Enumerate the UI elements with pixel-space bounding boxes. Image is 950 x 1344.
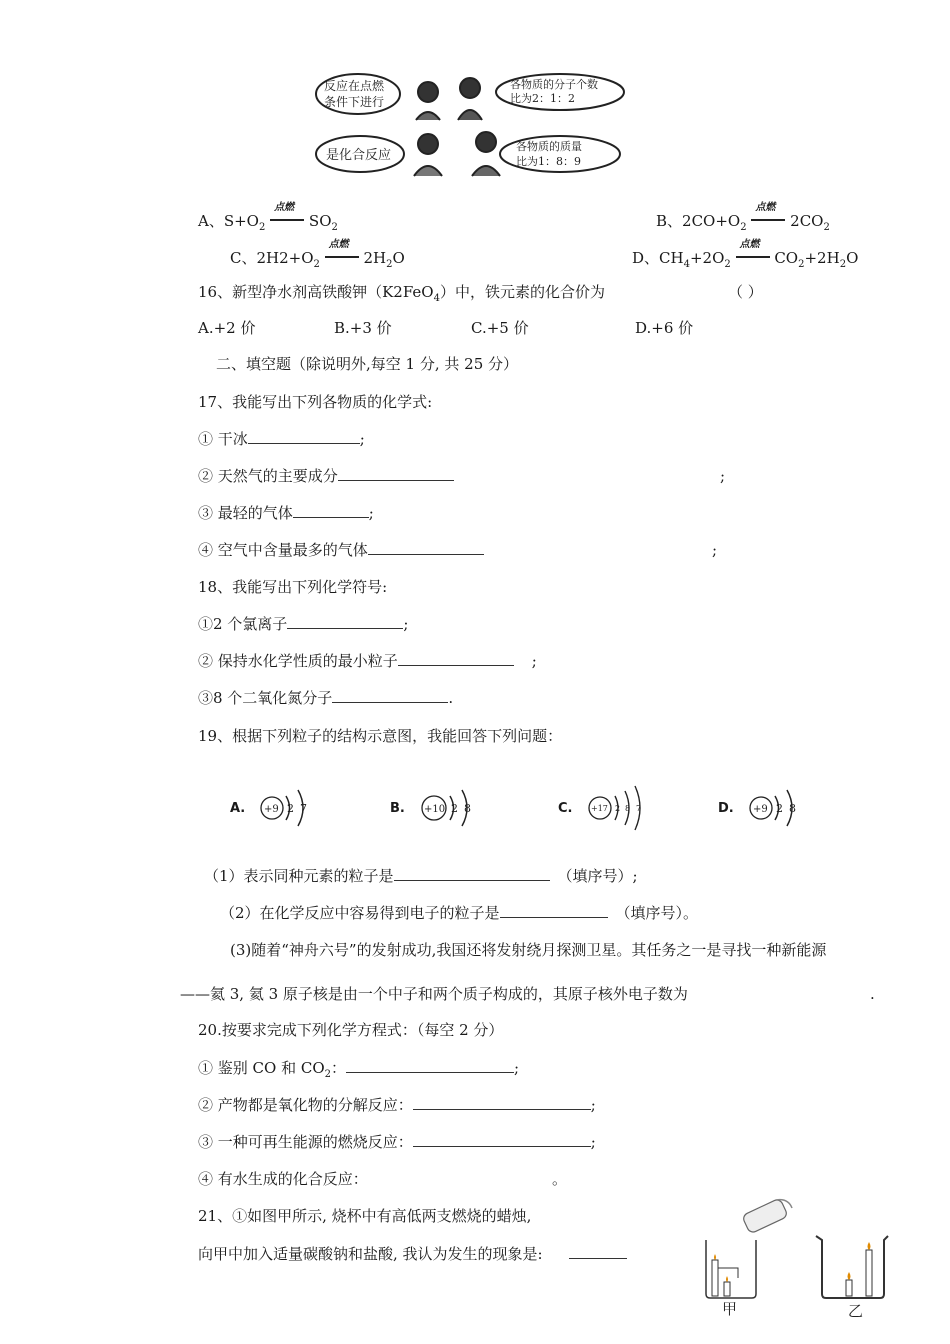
beaker-jia — [706, 1240, 756, 1298]
q16-option-c: C.+5 价 — [471, 319, 529, 337]
atom-diagram-b: B. +10 2 8 — [390, 786, 500, 830]
answer-blank[interactable] — [338, 466, 454, 481]
answer-blank[interactable] — [248, 429, 360, 444]
svg-text:8: 8 — [788, 802, 796, 815]
beaker-yi — [816, 1236, 888, 1298]
q20-item-3: ③ 一种可再生能源的燃烧反应： ; — [198, 1133, 596, 1151]
answer-blank[interactable] — [332, 688, 448, 703]
q17-stem: 17、我能写出下列各物质的化学式: — [198, 393, 433, 411]
bubble-tl-line1: 反应在点燃 — [324, 79, 385, 93]
q20-item-4-end: 。 — [552, 1170, 568, 1188]
svg-text:+10: +10 — [423, 804, 445, 815]
bubble-bl: 是化合反应 — [326, 148, 392, 163]
svg-text:2: 2 — [450, 802, 458, 815]
answer-blank[interactable] — [346, 1058, 514, 1073]
condition-mark: 点燃 — [736, 247, 770, 263]
reaction-cartoon — [310, 70, 630, 182]
q19-part-3-end: . — [870, 985, 875, 1003]
q20-stem: 20.按要求完成下列化学方程式：（每空 2 分） — [198, 1021, 504, 1039]
bubble-tr-line1: 各物质的分子个数 — [510, 78, 598, 91]
q18-item-3: ③8 个二氧化氮分子 . — [198, 689, 454, 707]
answer-blank[interactable] — [394, 866, 550, 881]
q18-item-2: ② 保持水化学性质的最小粒子 ; — [198, 652, 537, 670]
q17-item-2: ② 天然气的主要成分 — [198, 466, 454, 486]
q15-option-d: D、$CH_4+2O_2$ 点燃 $CO_2+2H_2O$ — [632, 239, 859, 270]
beaker-figure — [696, 1196, 896, 1320]
person-bottom-right — [472, 132, 500, 176]
bubble-tl-line2: 条件下进行 — [324, 95, 385, 109]
person-bottom-left — [414, 134, 442, 176]
svg-text:7: 7 — [300, 802, 308, 815]
q18-item-1: ①2 个氯离子 ; — [198, 615, 409, 633]
condition-mark: 点燃 — [325, 247, 359, 263]
svg-text:7: 7 — [636, 804, 642, 813]
q15-option-c: C、$2H2+O_2$ 点燃 $2H_2O$ — [230, 239, 405, 270]
answer-blank[interactable] — [413, 1132, 591, 1147]
q19-part-1: （1）表示同种元素的粒子是 （填序号）; — [204, 867, 638, 885]
answer-blank[interactable] — [569, 1244, 627, 1259]
svg-text:8: 8 — [625, 804, 631, 813]
svg-text:2: 2 — [287, 802, 295, 815]
q17-item-2-semicolon: ; — [720, 467, 726, 485]
label-jia: 甲 — [722, 1300, 738, 1318]
person-top-right — [458, 78, 482, 120]
q16-answer-paren: （ ） — [728, 283, 763, 301]
answer-blank[interactable] — [500, 903, 608, 918]
atom-diagram-c: C. +17 2 8 7 — [558, 784, 677, 832]
condition-mark: 点燃 — [751, 210, 785, 226]
answer-blank[interactable] — [398, 651, 514, 666]
atom-diagram-d: D. +9 2 8 — [718, 786, 819, 830]
svg-text:+9: +9 — [752, 804, 768, 815]
q15-option-a: A、$S+O_2$ 点燃 $SO_2$ — [198, 202, 338, 233]
svg-text:2: 2 — [775, 802, 783, 815]
q19-stem: 19、根据下列粒子的结构示意图，我能回答下列问题： — [198, 727, 563, 745]
bubble-br-line1: 各物质的质量 — [516, 140, 582, 153]
svg-text:+17: +17 — [591, 804, 609, 813]
section-heading: 二、填空题（除说明外,每空 1 分, 共 25 分） — [216, 355, 519, 373]
q19-part-3-line2: ——氦 3, 氦 3 原子核是由一个中子和两个质子构成的，其原子核外电子数为 — [180, 985, 688, 1003]
answer-blank[interactable] — [368, 540, 484, 555]
svg-text:2: 2 — [615, 804, 621, 813]
q17-item-3: ③ 最轻的气体 ; — [198, 504, 374, 522]
q21-line-1: 21、①如图甲所示, 烧杯中有高低两支燃烧的蜡烛, — [198, 1207, 532, 1225]
q18-stem: 18、我能写出下列化学符号: — [198, 578, 388, 596]
q20-item-1: ① 鉴别 CO 和 $CO_2$： ; — [198, 1059, 520, 1080]
svg-text:8: 8 — [463, 802, 471, 815]
person-top-left — [416, 82, 440, 120]
q17-item-1: ① 干冰 ; — [198, 430, 365, 448]
atom-structure-a — [260, 786, 330, 830]
q19-part-3-line1: (3)随着“神舟六号”的发射成功,我国还将发射绕月探测卫星。其任务之一是寻找一种新能源 — [230, 941, 827, 959]
q20-item-4: ④ 有水生成的化合反应： — [198, 1170, 368, 1188]
q20-item-2: ② 产物都是氧化物的分解反应： ; — [198, 1096, 596, 1114]
q21-line-2: 向甲中加入适量碳酸钠和盐酸, 我认为发生的现象是: — [198, 1244, 627, 1264]
answer-blank[interactable] — [413, 1095, 591, 1110]
pouring-bottle-icon — [742, 1198, 792, 1234]
q16-option-a: A.+2 价 — [198, 319, 256, 337]
bubble-tr-line2: 比为2：1：2 — [510, 92, 575, 105]
q19-part-2: （2）在化学反应中容易得到电子的粒子是 （填序号）。 — [220, 904, 699, 922]
q16-stem: 16、新型净水剂高铁酸钾（K2FeO$_4$）中，铁元素的化合价为 — [198, 283, 605, 304]
answer-blank[interactable] — [293, 503, 369, 518]
q16-option-b: B.+3 价 — [334, 319, 392, 337]
answer-blank[interactable] — [287, 614, 403, 629]
q16-option-d: D.+6 价 — [635, 319, 694, 337]
atom-structure-c — [587, 784, 677, 832]
q15-option-b: B、$2CO+O_2$ 点燃 $2CO_2$ — [656, 202, 830, 233]
atom-diagram-a: A. +9 2 7 — [230, 786, 330, 830]
q17-item-4-semicolon: ; — [712, 541, 718, 559]
atom-structure-d — [749, 786, 819, 830]
label-yi: 乙 — [848, 1302, 864, 1320]
svg-text:+9: +9 — [264, 804, 279, 815]
q17-item-4: ④ 空气中含量最多的气体 — [198, 540, 484, 560]
condition-mark: 点燃 — [270, 210, 304, 226]
bubble-br-line2: 比为1：8：9 — [516, 155, 581, 168]
atom-structure-b — [420, 786, 500, 830]
